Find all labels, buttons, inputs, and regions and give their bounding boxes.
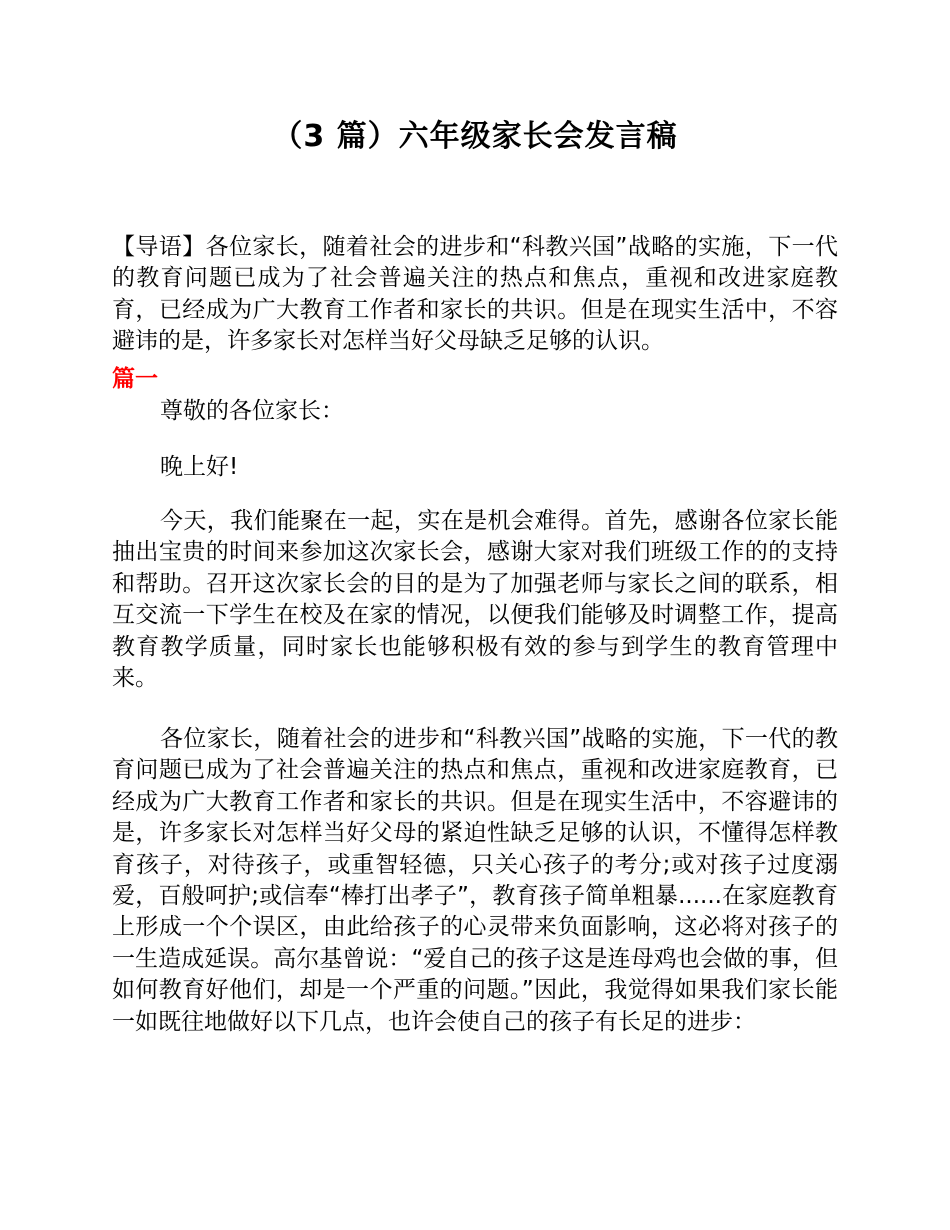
greeting: 晚上好! <box>160 454 239 480</box>
body-paragraph-1: 今天，我们能聚在一起，实在是机会难得。首先，感谢各位家长能抽出宝贵的时间来参加这次家长会，感谢大家对我们班级工作的的支持和帮助。召开这次家长会的目的是为了加强老师与家长之间的联系，相互交流一下学生在校及在家的情况，以便我们能够及时调整工作，提高教育教学质量，同时家长也能够积极有效的参与到学生的教育管理中来。 <box>112 508 838 692</box>
section-label: 篇一 <box>112 366 158 392</box>
salutation: 尊敬的各位家长： <box>160 398 344 424</box>
intro-paragraph: 【导语】各位家长，随着社会的进步和“科教兴国”战略的实施，下一代的教育问题已成为了社会普遍关注的热点和焦点，重视和改进家庭教育，已经成为广大教育工作者和家长的共识。但是在现实生活中，不容避讳的是，许多家长对怎样当好父母缺乏足够的认识。 <box>112 234 838 355</box>
body-paragraph-2: 各位家长，随着社会的进步和“科教兴国”战略的实施，下一代的教育问题已成为了社会普遍关注的热点和焦点，重视和改进家庭教育，已经成为广大教育工作者和家长的共识。但是在现实生活中，不容避讳的是，许多家长对怎样当好父母的紧迫性缺乏足够的认识，不懂得怎样教育孩子，对待孩子，或重智轻德，只关心孩子的考分;或对孩子过度溺爱，百般呵护;或信奉“棒打出孝子”，教育孩子简单粗暴......在家庭教育上形成一个个误区，由此给孩子的心灵带来负面影响，这必将对孩子的一生造成延误。高尔基曾说：“爱自己的孩子这是连母鸡也会做的事，但如何教育好他们，却是一个严重的问题。”因此，我觉得如果我们家长能一如既往地做好以下几点，也许会使自己的孩子有长足的进步： <box>112 726 838 1035</box>
document-title: （3 篇）六年级家长会发言稿 <box>272 119 678 154</box>
